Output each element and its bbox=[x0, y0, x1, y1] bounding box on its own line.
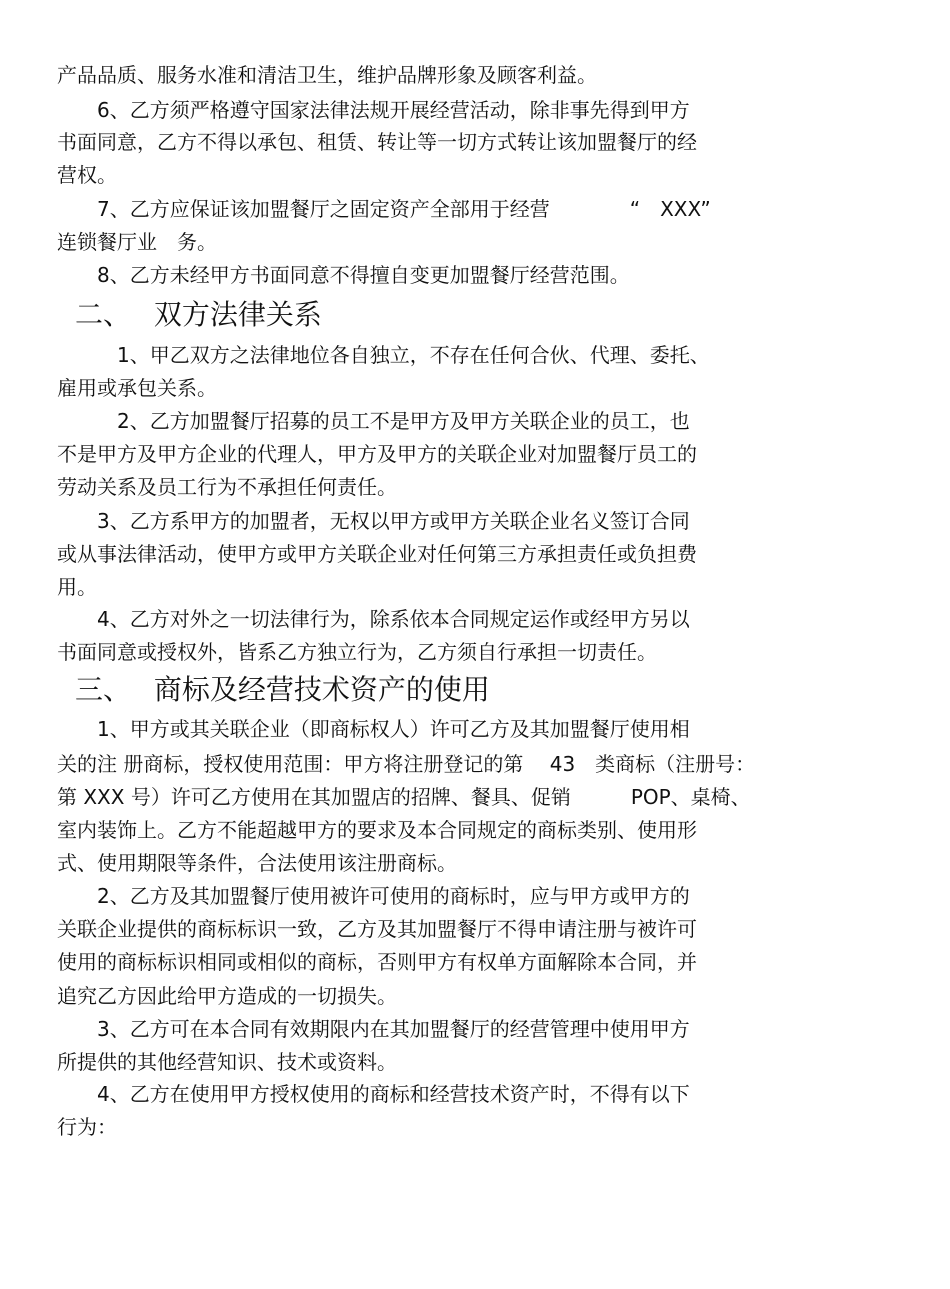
paragraph-line: 行为： bbox=[57, 1115, 117, 1139]
paragraph-line: 使用的商标标识相同或相似的商标，否则甲方有权单方面解除本合同，并 bbox=[57, 950, 697, 974]
paragraph-line: 3、乙方系甲方的加盟者，无权以甲方或甲方关联企业名义签订合同 bbox=[57, 509, 690, 533]
paragraph-line: 室内装饰上。乙方不能超越甲方的要求及本合同规定的商标类别、使用形 bbox=[57, 818, 697, 842]
paragraph-line: 4、乙方在使用甲方授权使用的商标和经营技术资产时，不得有以下 bbox=[57, 1082, 690, 1106]
paragraph-line: 关联企业提供的商标标识一致，乙方及其加盟餐厅不得申请注册与被许可 bbox=[57, 917, 697, 941]
paragraph-line: 式、使用期限等条件，合法使用该注册商标。 bbox=[57, 851, 457, 875]
paragraph-line: 6、乙方须严格遵守国家法律法规开展经营活动，除非事先得到甲方 bbox=[57, 98, 690, 122]
paragraph-line: 营权。 bbox=[57, 163, 117, 187]
paragraph-line: 7、乙方应保证该加盟餐厅之固定资产全部用于经营 “ XXX” bbox=[57, 197, 711, 221]
paragraph-line: 1、甲乙双方之法律地位各自独立，不存在任何合伙、代理、委托、 bbox=[57, 343, 710, 367]
paragraph-line: 劳动关系及员工行为不承担任何责任。 bbox=[57, 475, 397, 499]
paragraph-line: 第 XXX 号）许可乙方使用在其加盟店的招牌、餐具、促销 POP、桌椅、 bbox=[57, 785, 751, 809]
paragraph-line: 不是甲方及甲方企业的代理人，甲方及甲方的关联企业对加盟餐厅员工的 bbox=[57, 442, 697, 466]
paragraph-line: 雇用或承包关系。 bbox=[57, 376, 217, 400]
paragraph-line: 产品品质、服务水准和清洁卫生，维护品牌形象及顾客利益。 bbox=[57, 63, 597, 87]
paragraph-line: 书面同意或授权外，皆系乙方独立行为，乙方须自行承担一切责任。 bbox=[57, 640, 657, 664]
paragraph-line: 所提供的其他经营知识、技术或资料。 bbox=[57, 1050, 397, 1074]
paragraph-line: 4、乙方对外之一切法律行为，除系依本合同规定运作或经甲方另以 bbox=[57, 607, 690, 631]
paragraph-line: 用。 bbox=[57, 575, 97, 599]
paragraph-line: 8、乙方未经甲方书面同意不得擅自变更加盟餐厅经营范围。 bbox=[57, 263, 630, 287]
paragraph-line: 书面同意，乙方不得以承包、租赁、转让等一切方式转让该加盟餐厅的经 bbox=[57, 130, 697, 154]
paragraph-line: 连锁餐厅业 务。 bbox=[57, 230, 217, 254]
section-heading-3: 三、 商标及经营技术资产的使用 bbox=[75, 673, 490, 706]
paragraph-line: 或从事法律活动，使甲方或甲方关联企业对任何第三方承担责任或负担费 bbox=[57, 542, 697, 566]
paragraph-line: 1、甲方或其关联企业（即商标权人）许可乙方及其加盟餐厅使用相 bbox=[57, 717, 690, 741]
paragraph-line: 关的注 册商标，授权使用范围：甲方将注册登记的第 43 类商标（注册号： bbox=[57, 752, 756, 776]
section-heading-2: 二、 双方法律关系 bbox=[75, 298, 322, 331]
paragraph-line: 3、乙方可在本合同有效期限内在其加盟餐厅的经营管理中使用甲方 bbox=[57, 1017, 690, 1041]
paragraph-line: 追究乙方因此给甲方造成的一切损失。 bbox=[57, 984, 397, 1008]
paragraph-line: 2、乙方加盟餐厅招募的员工不是甲方及甲方关联企业的员工，也 bbox=[57, 409, 690, 433]
paragraph-line: 2、乙方及其加盟餐厅使用被许可使用的商标时，应与甲方或甲方的 bbox=[57, 884, 690, 908]
